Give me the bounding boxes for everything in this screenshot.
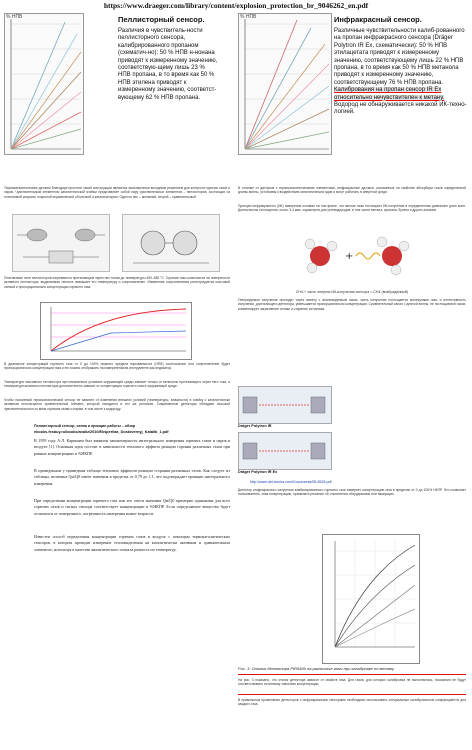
left-serif-paragraph-4: Известен способ определения концентрации горючих газов в воздухе с помощью термокаталитических сенсоров, в котором проводят измерение тепловыделения на каталитически активном и сравнительном элементах, используя в качестве аналитического сигнала разность их температур. <box>34 534 230 552</box>
left-serif-paragraph-3: При определении концентрации горючего газа или его смеси значения Qм/Q0 примерно одинаковы для всех горючих газов и сигнал сенсора соответствует концентрации в %НКПР. Если определяемое вещество будет отличаться от поверочного, погрешность измерения может возрасти. <box>34 498 230 516</box>
pellistor-axis-label: % НПВ <box>6 14 23 20</box>
pellistor-element-diagram <box>12 214 110 272</box>
ir-description-part-2: Водород не обнаруживается никакой ИК-техно-логией. <box>334 102 467 116</box>
left-serif-paragraph-2: В приведенном у приведены таблица тепловых эффектов реакции сгорания различных газов. Как следует из таблицы, величина Qм/Q0 имеет значения в пределах от 0,79 до 1,1, что подтверждает принцип интегрального измерения. <box>34 468 230 486</box>
svg-text:+: + <box>345 251 354 262</box>
polytron-ir-ex-diagram <box>238 432 332 470</box>
right-paragraph-1: В отличие от датчиков с термокаталитическими элементами, инфракрасные датчики, основанные на свойстве абсорбции газов определенной длины волны, устойчивы к воздействию каталитических ядов и могут работать в инертной среде. <box>238 186 466 195</box>
det-tronics-url[interactable]: http://www.det-tronics.com/Documents/95-8526.pdf <box>250 480 332 484</box>
right-paragraph-2: Принцип инфракрасного (ИК) измерения основан на том факте, что многие газы поглощают ИК-излучение в определенном диапазоне длин волн. Длина волны поглощения, около 3,4 мкм, характерна для углеводородов, в том числе метана, пропана, бутана и других алканов. <box>238 204 466 213</box>
pir9400-chart-svg <box>323 535 419 663</box>
right-paragraph-4: Детектор инфракрасного излучения комбинированного горючего газа измеряет концентрацию газа в пределах от 0 до 100% НКПР. Это позволяет пользователю, зная концентрацию, принимать решение об отключении оборудования или эвакуации. <box>238 488 466 497</box>
left-paragraph-4: Температура пассивного пеллистора при неизменных условиях окружающей среды зависит только от величины протекающего через него тока, а температура активного пеллистора дополнительно зависит от концентрации горючего газа в окружающей среде. <box>4 380 230 389</box>
pellistor-description: Различия в чувствитель-ности пеллисторного сенсора, калибрированного пропаном (схематич-но): 50 % НПВ н-нонана приводят к измеренному значению, соответствую-щему лишь 23 % НПВ пропана, в то время как 50 % НПВ этилена приводят к измеренному значению, соответст-вующему 62 % НПВ пропана. <box>118 28 218 101</box>
pellistor-chart-svg <box>5 14 83 154</box>
left-paragraph-2: Платиновые нити пеллисторов нагреваются протекающим через них током до температуры 450–550 °C. Горючие газы окисляются на поверхности активного пеллистора, выделяемая теплота повышает его температуру и сопротивление. Изменение сопротивления регистрируется мостовой схемой и пропорционально концентрации горючего газа. <box>4 276 230 289</box>
right-paragraph-5: На рис. 3 показано, что отклик детектора зависит от свойств газа. Для газов, для которых калибровка не выполнялась, показания не будут соответствовать истинному значению концентрации. <box>238 678 466 687</box>
ir-axis-label: % НПВ <box>240 14 257 20</box>
pellistor-diagram-svg <box>13 215 109 271</box>
ir-description-part-1: Различные чувствительности калиб-рованного на пропан инфракрасного сенсора (Dräger Polytron IR Ex, схематически): 50 % НПВ этилацетата приводят к измеренному значению, соответствующему лишь 22 % НПВ пропана, в то время как 50 % НПВ метанола приводят к измеренному значению, соответствующему 76 % НПВ пропана. <box>334 28 465 86</box>
ir-title: Инфракрасный сенсор. <box>334 15 422 24</box>
figure-3-caption: Рис. 3: Отклик детектора PIR9400 на различные газы при калибровке по метану <box>238 666 395 671</box>
left-paragraph-1: Термокаталитические датчики благодаря простоте своей конструкции являются экономически выгодным решением для контроля горючих газов и паров. Чувствительным элементом каталитической ячейки представляет собой пару чувствительных элементов – пеллисторов, состоящих из платиновой спирали, покрытой керамической оболочкой и катализатором. Один из них – активный, второй – сравнительный. <box>4 186 230 199</box>
ir-chart-svg <box>239 14 331 154</box>
ir-description <box>334 28 468 117</box>
molecule-svg <box>300 226 410 284</box>
pellistor-title: Пеллисторный сенсор. <box>118 15 205 24</box>
response-chart-svg <box>41 303 191 359</box>
highlight-divider-2 <box>238 694 466 695</box>
pellistor-response-chart <box>40 302 192 360</box>
pellistor-sensitivity-chart <box>4 13 84 155</box>
left-paragraph-3: В диапазоне концентраций горючего газа от 0 до 100% нижнего предела взрываемости (НПВ) соотношение или сопротивление будет пропорционально концентрации газа и его можно отображать на измерительном инструменте как индикатор. <box>4 362 230 371</box>
polytron-ir-label: Dräger Polytron IR <box>238 424 272 428</box>
left-paragraph-5: Чтобы пассивный термокаталический сенсор не зависел от изменения внешних условий (температуры, влажности) в ячейку с каталитически активным используется сравнительный элемент, который находится в тех же условиях. Современные детекторы обладают высокой чувствительностью ко всем горючим газам и парам, в том числе к водороду. <box>4 398 230 411</box>
bridge-diagram-svg <box>123 215 219 271</box>
source-url[interactable]: https://www.draeger.com/library/content/explosion_protection_br_9046262_en.pdf <box>103 1 369 10</box>
polytron-ir-svg <box>239 387 331 423</box>
left-serif-paragraph-1: В 1959 году А.Л. Карпинен был выявлен закономерность интегрального измерения горючих газов и паров в воздухе [1]. Основная идея состоит в зависимости теплового эффекта реакции горения различных газов при равных концентрациях в %НКПР. <box>34 438 230 456</box>
methane-molecule-illustration <box>300 226 410 284</box>
polytron-ir-ex-svg <box>239 433 331 469</box>
highlight-divider <box>238 674 466 675</box>
source-link-url[interactable]: ebooks.fesbuy.ru/books/analiz/2010/Ekspertiza_Dostovernyj_Katalib_1.pdf <box>34 430 169 434</box>
right-paragraph-6: В правильном применении детекторов с инфракрасными сенсорами необходимо использовать специальные калибровочные коэффициенты для каждого газа. <box>238 698 466 707</box>
ir-description-highlight: Калибрования на пропан сенсор IR Ex относительно нечувствителен к метану. <box>334 87 445 101</box>
right-paragraph-3: Генерируемое излучение проходит через кювету с анализируемым газом, часть излучения поглощается молекулами газа, и интенсивность излучения, достигающего детектора, уменьшается пропорционально концентрации. Сравнительный канал с длиной волны, не поглощаемой газом, компенсирует загрязнение оптики и старение источника. <box>238 298 466 311</box>
source-link-title: Пеллисторный сенсор, схема и принцип работы – обзор <box>34 424 136 428</box>
molecule-caption: СН4 + часть энергии ИК-излучения сенсора = СН4 (возбужденный) <box>295 290 409 294</box>
polytron-ir-diagram <box>238 386 332 424</box>
pir9400-response-chart <box>322 534 420 664</box>
ir-sensitivity-chart <box>238 13 332 155</box>
polytron-ir-ex-label: Dräger Polytron IR Ex <box>238 470 278 474</box>
pellistor-bridge-diagram <box>122 214 220 272</box>
